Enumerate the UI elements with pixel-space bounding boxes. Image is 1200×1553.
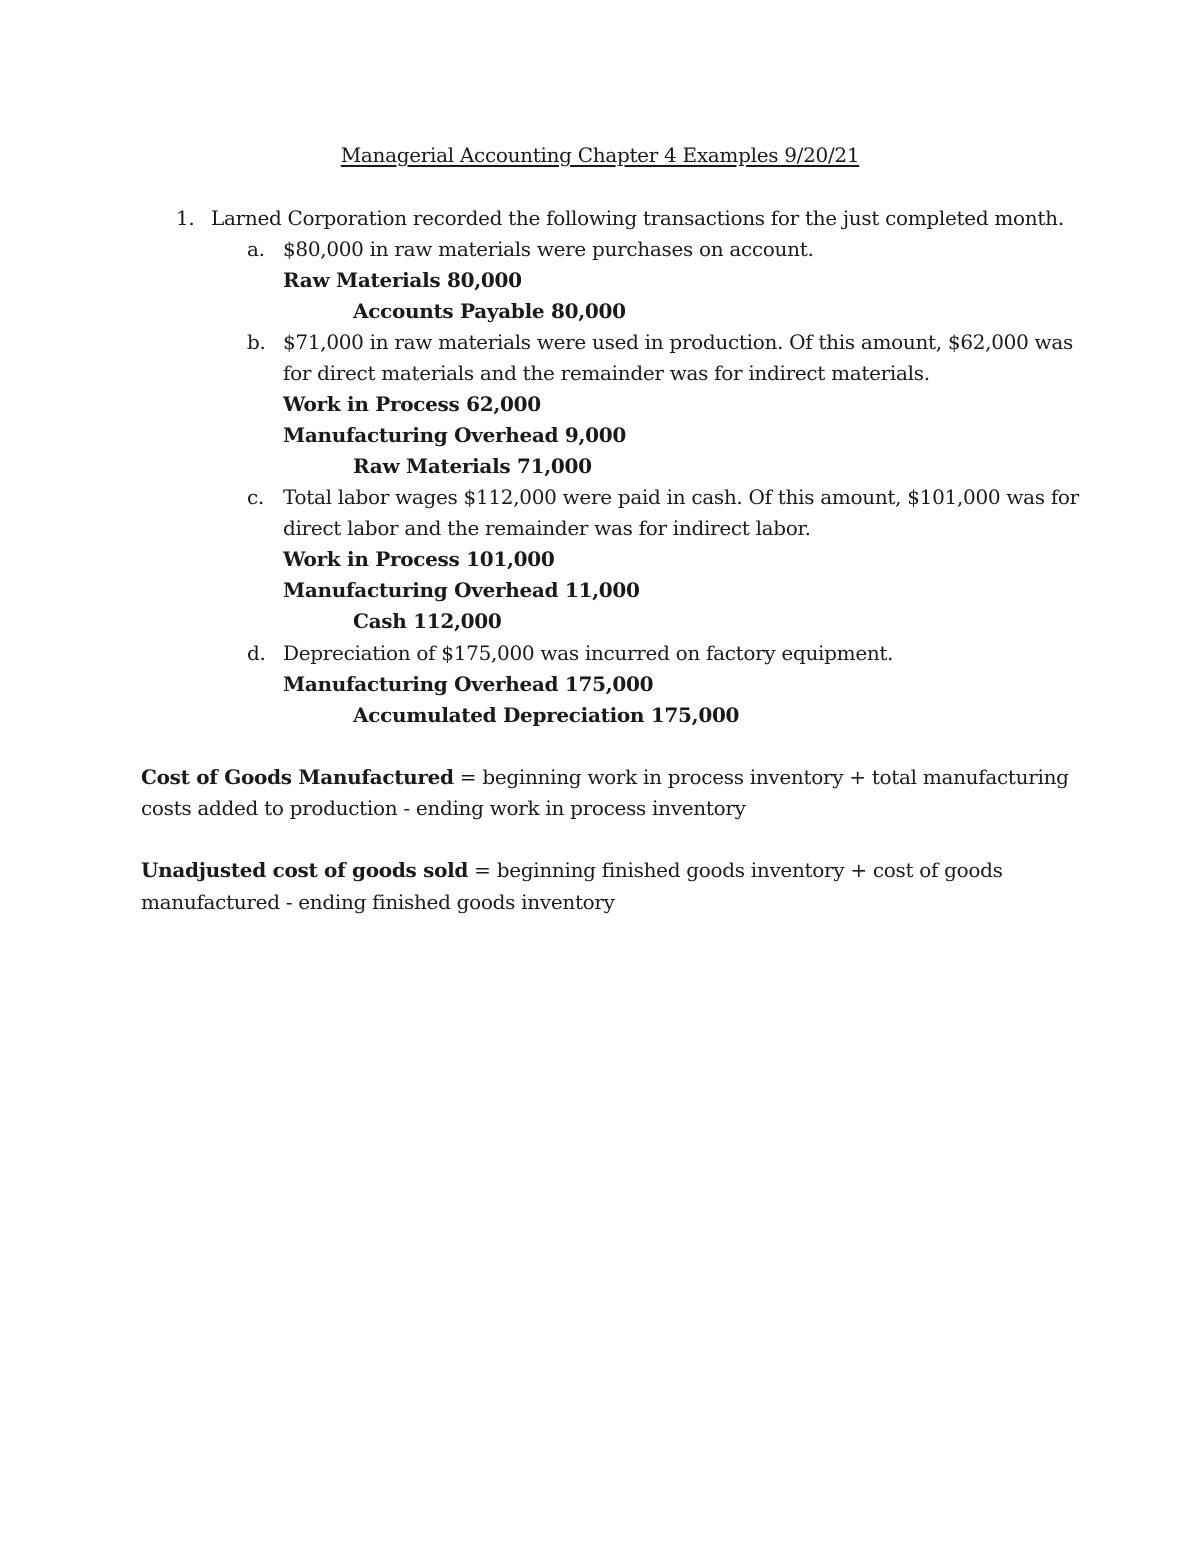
journal-entry-debit: Work in Process 62,000 <box>283 392 541 416</box>
journal-entry-credit: Raw Materials 71,000 <box>353 454 592 478</box>
item-c-text-line1: Total labor wages $112,000 were paid in cash. Of this amount, $101,000 was for <box>283 485 1079 509</box>
journal-entry-debit: Manufacturing Overhead 11,000 <box>283 578 640 602</box>
journal-entry-debit: Work in Process 101,000 <box>283 547 555 571</box>
item-b-text-line2: for direct materials and the remainder was for indirect materials. <box>283 361 930 385</box>
item-c-marker: c. <box>247 485 264 509</box>
item-d-text: Depreciation of $175,000 was incurred on factory equipment. <box>283 641 894 665</box>
journal-entry-debit: Manufacturing Overhead 9,000 <box>283 423 627 447</box>
journal-entry-credit: Accounts Payable 80,000 <box>353 299 626 323</box>
item-d-marker: d. <box>247 641 266 665</box>
cogs-definition-line2: manufactured - ending finished goods inventory <box>141 890 615 914</box>
journal-entry-debit: Manufacturing Overhead 175,000 <box>283 672 654 696</box>
item-a-text: $80,000 in raw materials were purchases on account. <box>283 237 814 261</box>
journal-entry-credit: Cash 112,000 <box>353 609 502 633</box>
cogs-definition: Unadjusted cost of goods sold = beginning finished goods inventory + cost of goods <box>141 858 1003 882</box>
item-c-text-line2: direct labor and the remainder was for indirect labor. <box>283 516 811 540</box>
item-b-text-line1: $71,000 in raw materials were used in production. Of this amount, $62,000 was <box>283 330 1073 354</box>
item-b-marker: b. <box>247 330 266 354</box>
problem-intro: Larned Corporation recorded the following transactions for the just completed month. <box>211 206 1064 230</box>
cogm-term: Cost of Goods Manufactured <box>141 765 454 789</box>
cogm-definition: Cost of Goods Manufactured = beginning work in process inventory + total manufacturing <box>141 765 1069 789</box>
page-title: Managerial Accounting Chapter 4 Examples 9/20/21 <box>340 143 860 167</box>
problem-number: 1. <box>176 206 195 230</box>
journal-entry-debit: Raw Materials 80,000 <box>283 268 522 292</box>
cogm-definition-line2: costs added to production - ending work in process inventory <box>141 796 746 820</box>
cogs-term: Unadjusted cost of goods sold <box>141 858 469 882</box>
item-a-marker: a. <box>247 237 265 261</box>
journal-entry-credit: Accumulated Depreciation 175,000 <box>353 703 740 727</box>
